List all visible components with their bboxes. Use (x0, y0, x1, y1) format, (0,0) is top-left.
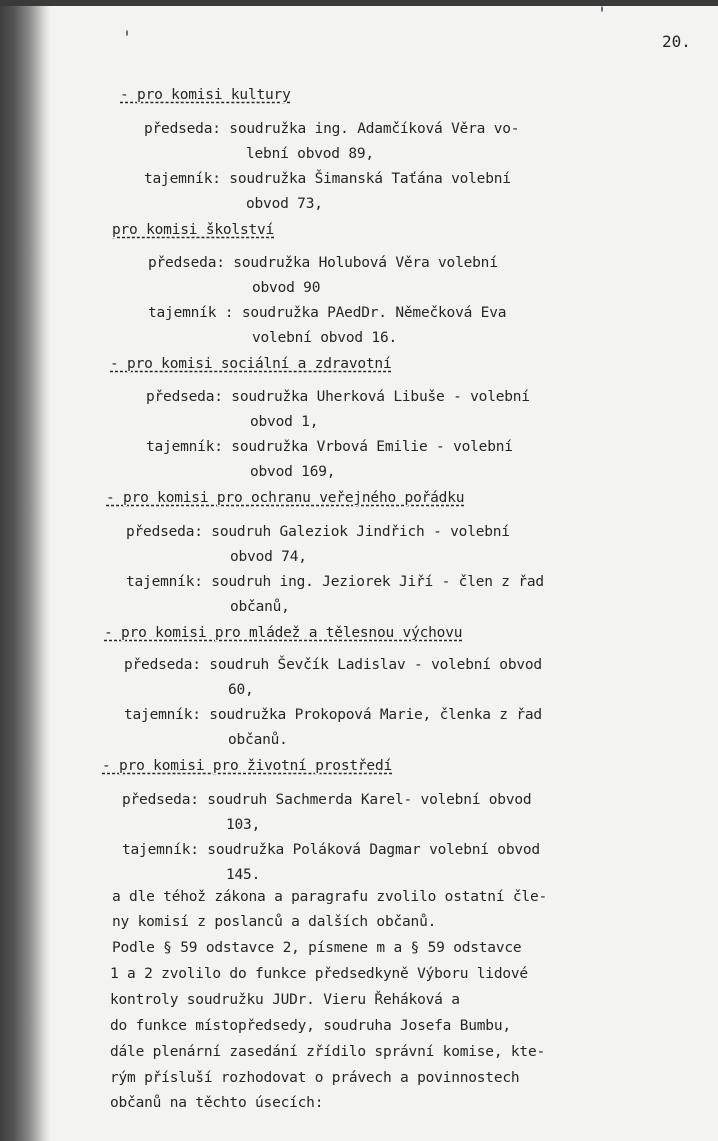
section-heading-culture: - pro komisi kultury (120, 87, 291, 103)
text-line: rým přísluší rozhodovat o právech a povinnostech (110, 1070, 520, 1086)
text-line: občanů. (228, 732, 288, 748)
scan-top-edge (0, 0, 718, 6)
text-line: obvod 74, (230, 549, 307, 565)
text-line: 145. (226, 867, 261, 883)
text-line: do funkce místopředsedy, soudruha Josefa Bumbu, (110, 1018, 511, 1034)
section-heading-public-order: - pro komisi pro ochranu veřejného pořádku (106, 490, 465, 506)
section-heading-environment: - pro komisi pro životní prostředí (102, 758, 393, 774)
text-line: předseda: soudružka Holubová Věra volební (148, 255, 498, 271)
text-line: občanů na těchto úsecích: (110, 1095, 324, 1111)
text-line: volební obvod 16. (252, 330, 398, 346)
text-line: obvod 90 (252, 280, 321, 296)
scan-speck (601, 6, 603, 12)
text-line: lební obvod 89, (246, 146, 374, 162)
text-line: Podle § 59 odstavce 2, písmene m a § 59 odstavce (112, 940, 522, 956)
text-line: obvod 169, (250, 464, 336, 480)
text-line: předseda: soudruh Ševčík Ladislav - volební obvod (124, 657, 542, 673)
text-line: obvod 73, (246, 196, 323, 212)
text-line: 103, (226, 817, 261, 833)
text-line: ny komisí z poslanců a dalších občanů. (112, 914, 437, 930)
text-line: a dle téhož zákona a paragrafu zvolilo ostatní čle- (112, 889, 548, 905)
text-line: předseda: soudružka Uherková Libuše - volební (146, 389, 530, 405)
section-heading-social: - pro komisi sociální a zdravotní (110, 356, 392, 372)
text-line: tajemník: soudružka Poláková Dagmar volební obvod (122, 842, 540, 858)
text-line: 1 a 2 zvolilo do funkce předsedkyně Výboru lidové (110, 966, 528, 982)
text-line: dále plenární zasedání zřídilo správní komise, kte- (110, 1044, 546, 1060)
section-heading-education: pro komisi školství (112, 222, 275, 238)
page-number: 20. (662, 32, 691, 51)
text-line: tajemník: soudružka Prokopová Marie, členka z řad (124, 707, 542, 723)
text-line: předseda: soudruh Galeziok Jindřich - volební (126, 524, 510, 540)
text-line: občanů, (230, 599, 290, 615)
text-line: tajemník : soudružka PAedDr. Němečková Eva (148, 305, 507, 321)
scan-binding-edge (0, 0, 50, 1141)
section-heading-youth: - pro komisi pro mládež a tělesnou výchovu (104, 625, 463, 641)
text-line: předseda: soudruh Sachmerda Karel- volební obvod (122, 792, 532, 808)
scan-speck (126, 30, 128, 36)
text-line: 60, (228, 682, 254, 698)
text-line: tajemník: soudružka Vrbová Emilie - volební (146, 439, 513, 455)
text-line: předseda: soudružka ing. Adamčíková Věra vo- (144, 121, 520, 137)
text-line: obvod 1, (250, 414, 319, 430)
text-line: tajemník: soudružka Šimanská Taťána volební (144, 171, 511, 187)
text-line: kontroly soudružku JUDr. Vieru Řeháková a (110, 992, 460, 1008)
text-line: tajemník: soudruh ing. Jeziorek Jiří - člen z řad (126, 574, 544, 590)
